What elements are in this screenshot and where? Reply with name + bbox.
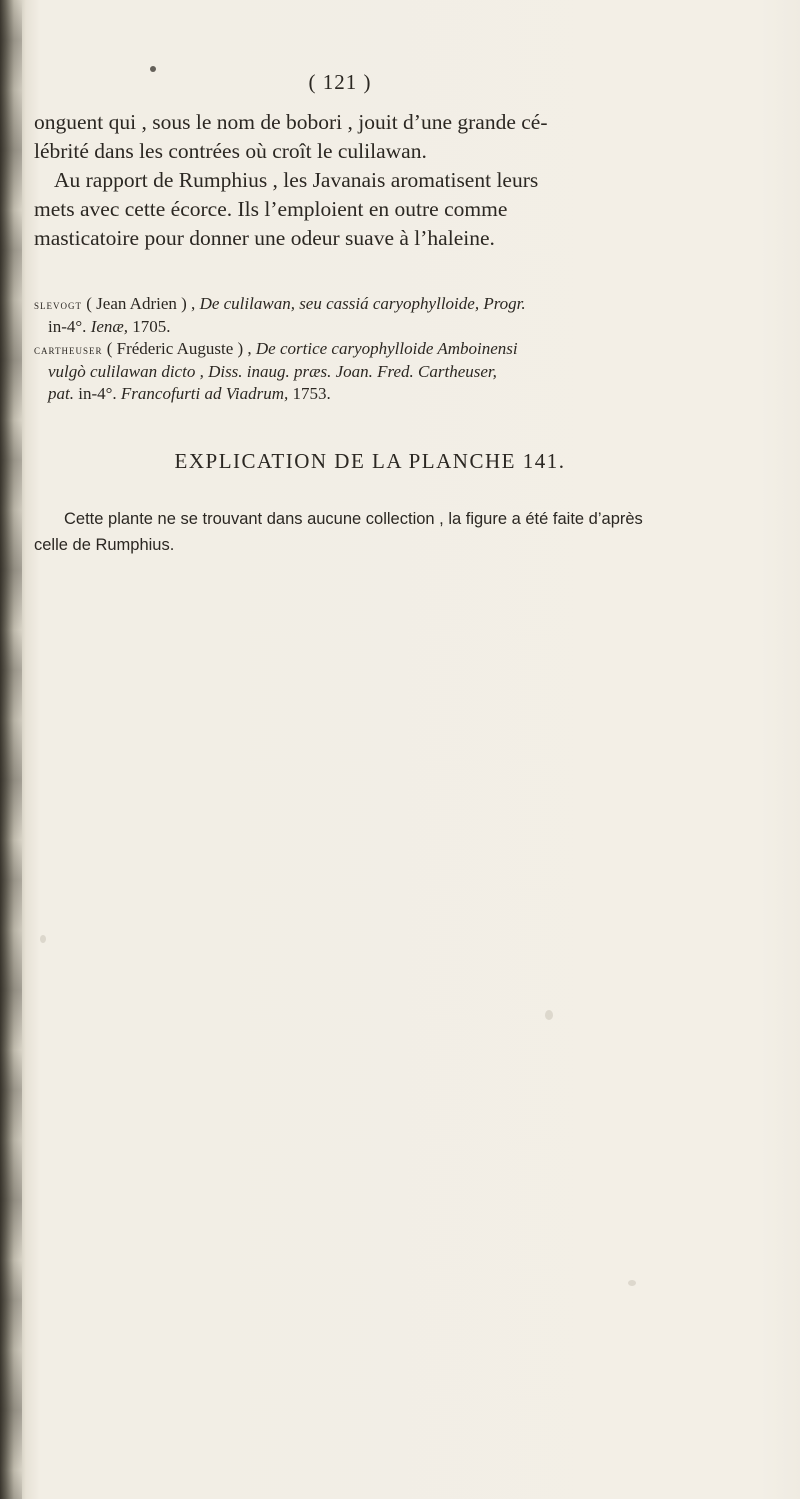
reference-title: De culilawan, seu cassiá caryophylloide, Progr. (199, 294, 526, 313)
reference-names: ( Fréderic Auguste ) , (106, 339, 252, 358)
reference-year: 1753. (292, 384, 331, 403)
reference-entry (34, 293, 714, 338)
reference-entry (34, 338, 714, 405)
section-title: EXPLICATION DE LA PLANCHE 141. (174, 449, 566, 473)
page-number: ( 121 ) (308, 70, 372, 94)
reference-year: 1705. (132, 317, 171, 336)
reference-names: ( Jean Adrien ) , (86, 294, 196, 313)
paragraph-line: lébrité dans les contrées où croît le culilawan. (34, 139, 427, 163)
text-segment: onguent qui , sous le nom de bobori , jouit d’une grande cé- (34, 110, 548, 134)
reference-note: pat. (48, 384, 74, 403)
paper-spot (40, 935, 46, 943)
reference-title: De cortice caryophylloide Amboinensi (255, 339, 518, 358)
explanation-paragraph (34, 506, 694, 558)
main-paragraph (34, 108, 694, 253)
reference-format: in-4°. (48, 317, 87, 336)
reference-line (34, 338, 714, 361)
reference-line (34, 316, 714, 338)
reference-line: vulgò culilawan dicto , Diss. inaug. præs. Joan. Fred. Cartheuser, (48, 362, 497, 381)
reference-place: Ienæ, (90, 317, 128, 336)
paragraph-line: masticatoire pour donner une odeur suave à l’haleine. (34, 226, 495, 250)
paragraph-line (34, 108, 694, 137)
paper-spot (545, 1010, 553, 1020)
reference-author: cartheuser (34, 342, 103, 357)
reference-line (34, 293, 714, 316)
paper-spot (628, 1280, 636, 1286)
bibliography (34, 293, 714, 405)
explanation-line: celle de Rumphius. (34, 536, 175, 554)
reference-place: Francofurti ad Viadrum, (120, 384, 289, 403)
reference-author: slevogt (34, 297, 82, 312)
reference-line (34, 383, 714, 405)
binding-gutter (0, 0, 22, 1499)
paragraph-line: mets avec cette écorce. Ils l’emploient en outre comme (34, 197, 508, 221)
reference-format: in-4°. (78, 384, 117, 403)
explanation-line: Cette plante ne se trouvant dans aucune collection , la figure a été faite d’après (64, 510, 643, 528)
paragraph-line: Au rapport de Rumphius , les Javanais aromatisent leurs (54, 168, 539, 192)
